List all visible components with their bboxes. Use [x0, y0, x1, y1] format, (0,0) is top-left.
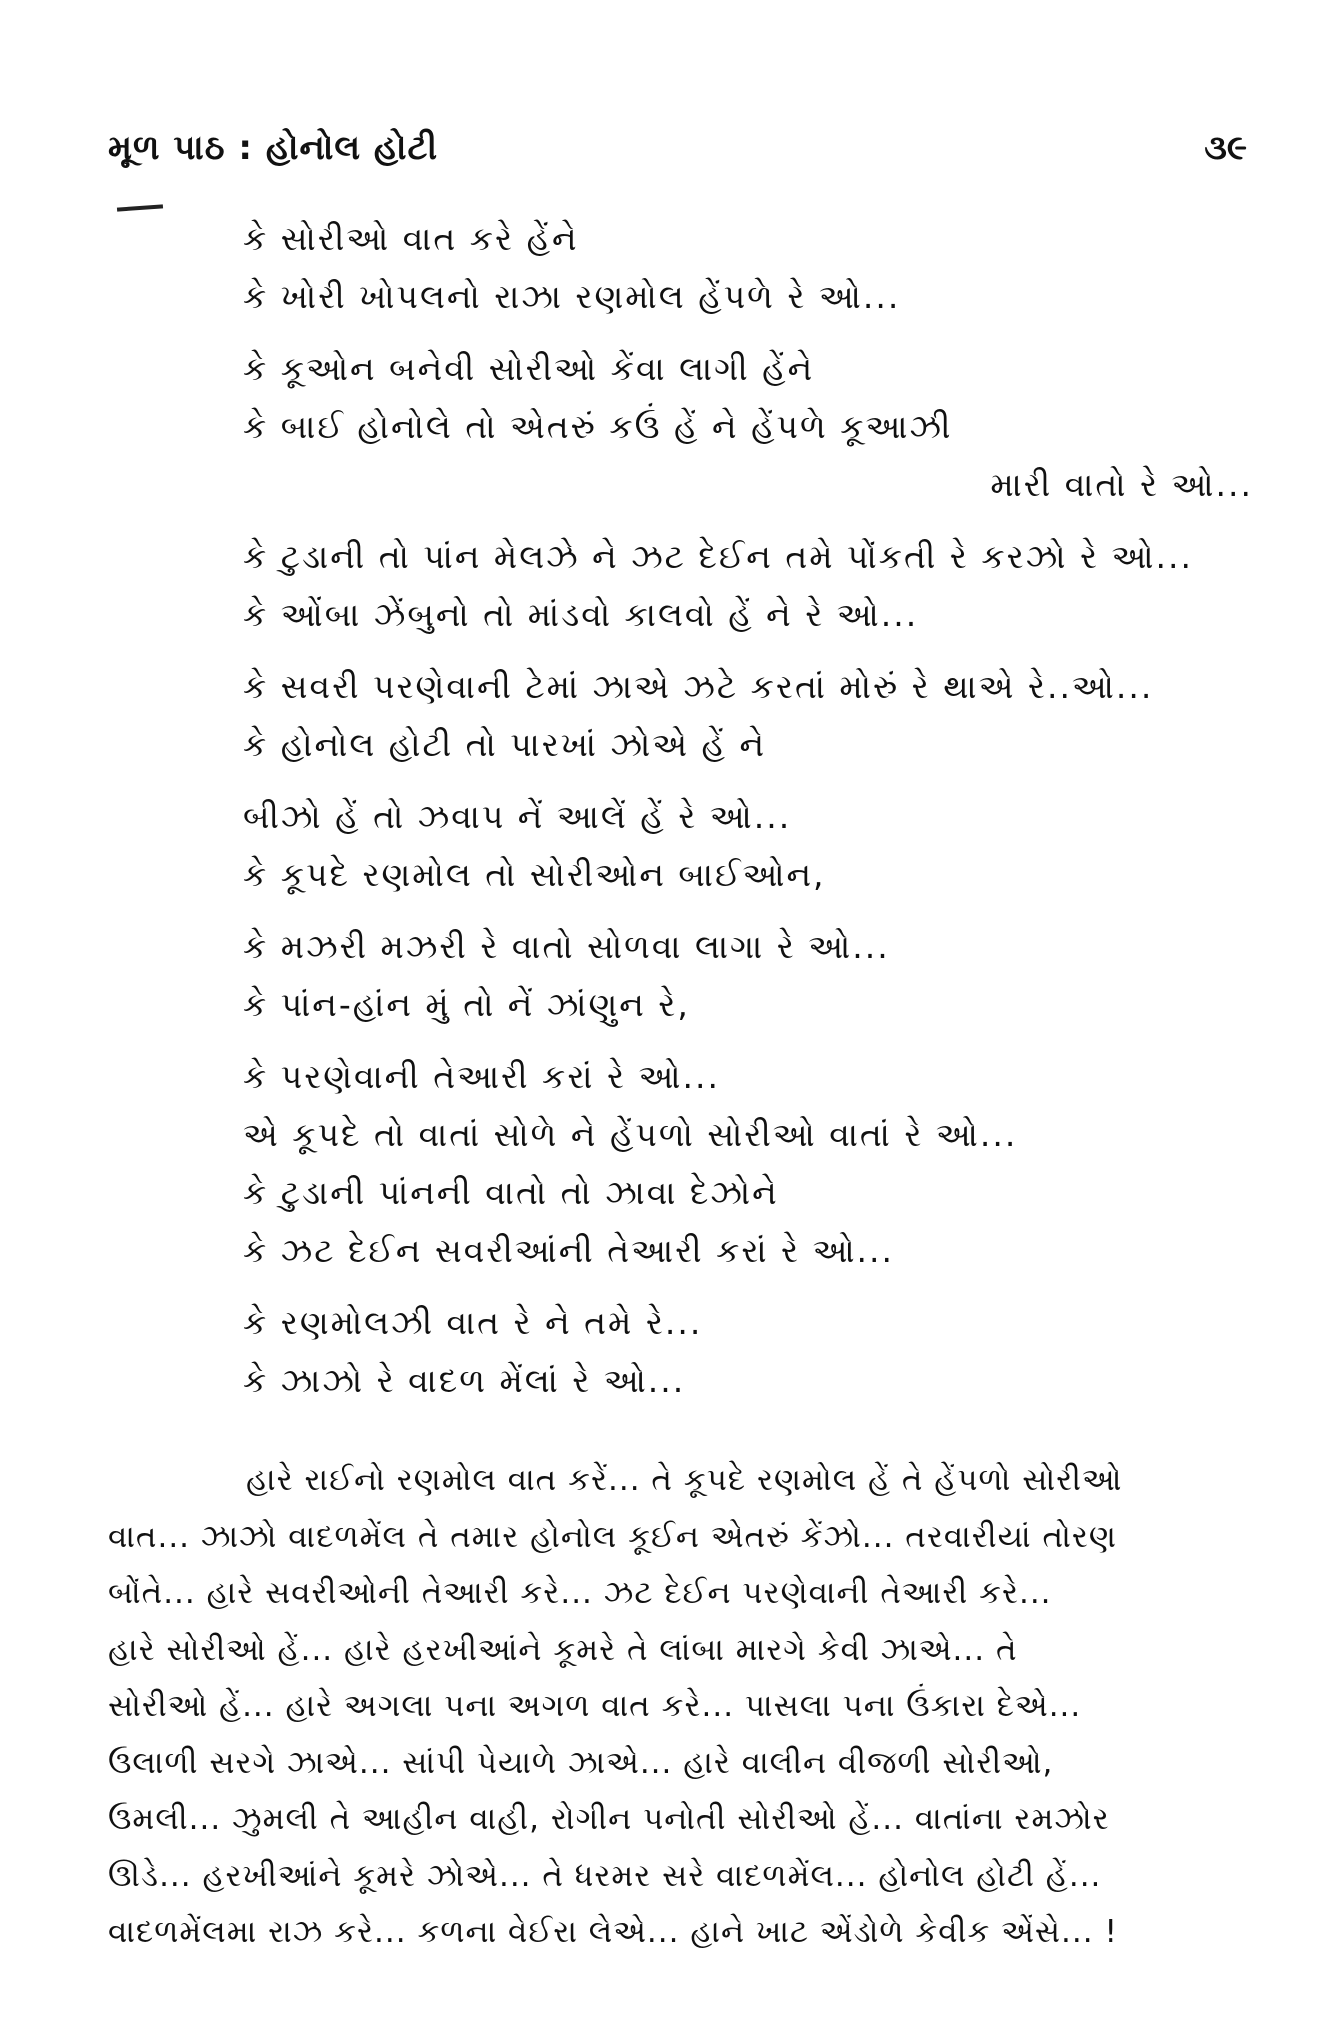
verse-stanza — [243, 1294, 1253, 1410]
verse-line: બીઝો હેં તો ઝવાપ નેં આલેં હેં રે ઓ... — [243, 797, 792, 836]
prose-line: બોંતે... હારે સવરીઓની તેઆરી કરે... ઝટ દેઈન પરણેવાની તેઆરી કરે... — [108, 1575, 1052, 1611]
page-header — [108, 128, 1247, 178]
page-number: ૩૯ — [1204, 128, 1247, 168]
verse-line: કે પરણેવાની તેઆરી કરાં રે ઓ... — [243, 1057, 720, 1096]
verse-line: કે ખોરી ખોપલનો રાઝા રણમોલ હેંપળે રે ઓ... — [243, 277, 901, 316]
prose-line: હારે રાઈનો રણમોલ વાત કરેં... તે કૂપદે રણમોલ હેં તે હેંપળો સોરીઓ — [246, 1462, 1123, 1498]
verse-line: મારી વાતો રે ઓ... — [990, 465, 1253, 504]
verse-line: એ કૂપદે તો વાતાં સોળે ને હેંપળો સોરીઓ વાતાં રે ઓ... — [243, 1115, 1018, 1154]
verse-line: કે હોનોલ હોટી તો પારખાં ઝોએ હેં ને — [243, 725, 767, 764]
verse-line: કે કૂઓન બનેવી સોરીઓ કેંવા લાગી હેંને — [243, 349, 815, 388]
verse-line: કે મઝરી મઝરી રે વાતો સોળવા લાગા રે ઓ... — [243, 927, 890, 966]
prose-line: ઉમલી... ઝુમલી તે આહીન વાહી, રોગીન પનોતી સોરીઓ હેં... વાતાંના રમઝોર — [108, 1801, 1110, 1837]
prose-line: વાત... ઝાઝો વાદળમેંલ તે તમાર હોનોલ કૂઈન એતરું કેંઝો... તરવારીયાં તોરણ — [108, 1518, 1117, 1555]
verse-line: કે ઓંબા ઝેંબુનો તો માંડવો કાલવો હેં ને રે ઓ... — [243, 595, 919, 634]
verse-stanza — [243, 658, 1253, 774]
prose-line: ઊડે... હરખીઆંને કૂમરે ઝોએ... તે ધરમર સરે વાદળમેંલ... હોનોલ હોટી હેં... — [108, 1857, 1102, 1894]
verse-line: કે સવરી પરણેવાની ટેમાં ઝાએ ઝટે કરતાં મોરું રે થાએ રે..ઓ... — [243, 667, 1154, 706]
verse-line: કે ઝાઝો રે વાદળ મેંલાં રે ઓ... — [243, 1361, 686, 1400]
prose-line: વાદળમેંલમા રાઝ કરે... કળના વેઈરા લેએ... હાને ખાટ એંડોળે કેવીક એંસે... ! — [108, 1914, 1118, 1950]
verse-stanza — [243, 1048, 1253, 1280]
verse-stanza — [243, 210, 1253, 326]
verse-stanza — [243, 528, 1253, 644]
verse-stanza — [243, 340, 1253, 514]
running-head: મૂળ પાઠ : હોનોલ હોટી — [108, 128, 439, 168]
verse-line: કે બાઈ હોનોલે તો એતરું કઉં હેં ને હેંપળે કૂઆઝી — [243, 407, 953, 446]
verse-line: કે ટુડાની તો પાંન મેલઝે ને ઝટ દેઈન તમે પોંકતી રે કરઝો રે ઓ... — [243, 537, 1193, 576]
verse-stanza — [243, 788, 1253, 904]
verse-block — [243, 210, 1253, 1424]
verse-line: કે ટુડાની પાંનની વાતો તો ઝાવા દેઝોને — [243, 1173, 779, 1212]
verse-line: કે કૂપદે રણમોલ તો સોરીઓન બાઈઓન, — [243, 855, 826, 894]
verse-line: કે પાંન-હાંન મું તો નેં ઝાંણુન રે, — [243, 985, 690, 1024]
margin-mark — [117, 204, 163, 211]
prose-paragraph — [108, 1452, 1248, 1961]
prose-line: ઉલાળી સરગે ઝાએ... સાંપી પેયાળે ઝાએ... હારે વાલીન વીજળી સોરીઓ, — [108, 1744, 1054, 1781]
prose-line: હારે સોરીઓ હેં... હારે હરખીઆંને કૂમરે તે લાંબા મારગે કેવી ઝાએ... તે — [108, 1631, 1018, 1668]
verse-line: કે સોરીઓ વાત કરે હેંને — [243, 219, 579, 258]
prose-line: સોરીઓ હેં... હારે અગલા પના અગળ વાત કરે... પાસલા પના ઉંકારા દેએ... — [108, 1688, 1082, 1724]
verse-line: કે રણમોલઝી વાત રે ને તમે રે... — [243, 1303, 703, 1342]
verse-line: કે ઝટ દેઈન સવરીઆંની તેઆરી કરાં રે ઓ... — [243, 1231, 895, 1270]
verse-stanza — [243, 918, 1253, 1034]
